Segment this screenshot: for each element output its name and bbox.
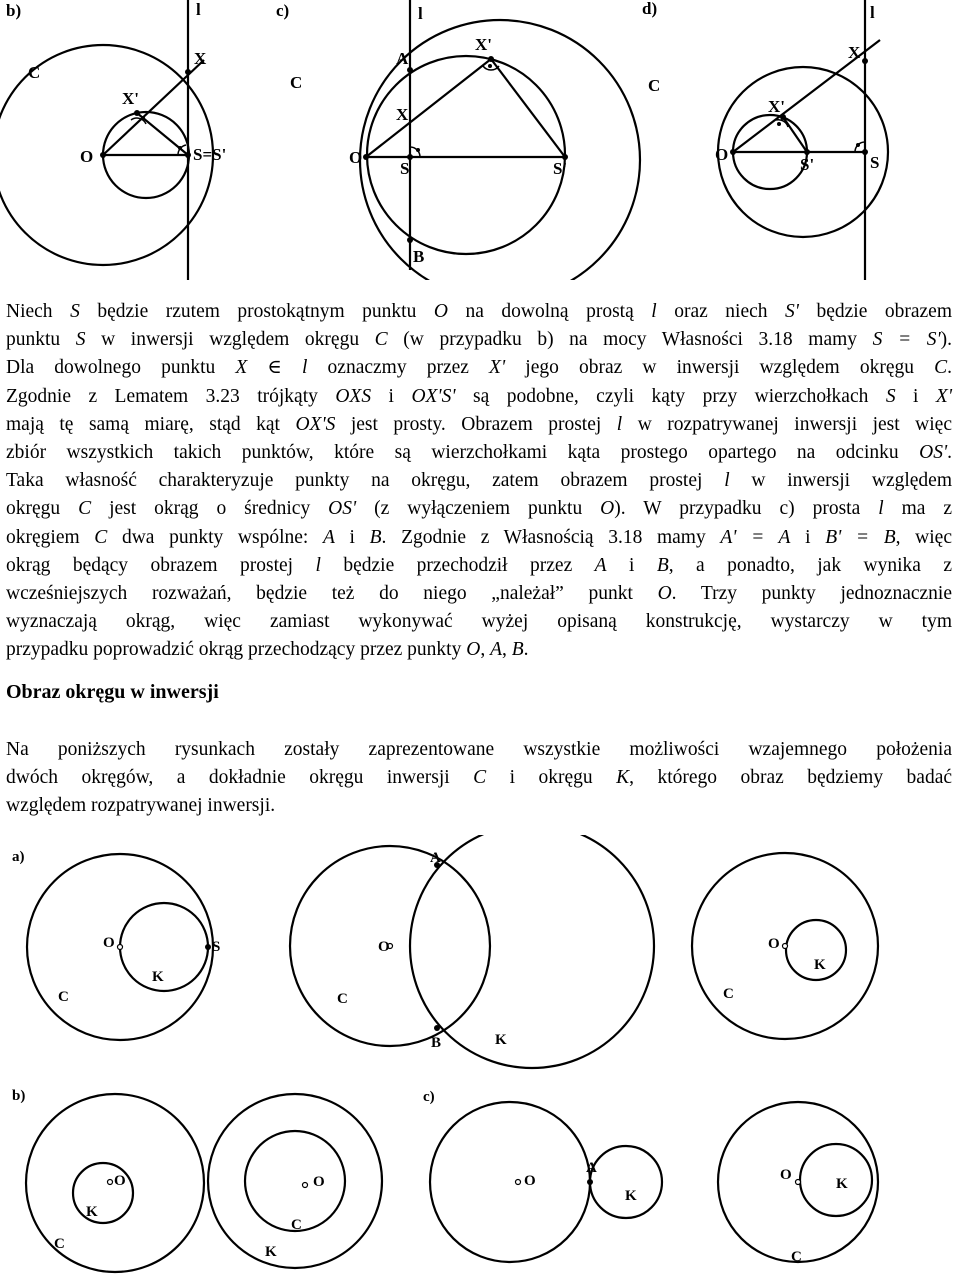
label-s-prime: S': [553, 159, 568, 178]
label-x-prime: X': [768, 97, 785, 116]
circle-c: [208, 1094, 382, 1268]
label-c: C: [54, 1236, 65, 1252]
label-o: O: [768, 936, 780, 952]
text-line: Niech S będzie rzutem prostokątnym punktu O na dowolną prostą l oraz niech S' będzie obrazem: [6, 301, 953, 322]
text-line: wcześniejszych rozważań, będzie też do niego „należał” punkt O. Trzy punkty jednoznacznie: [6, 583, 952, 605]
text-line: okręgiem C dwa punkty wspólne: A i B. Zgodnie z Własnością 3.18 mamy A' = A i B' = B, więc: [6, 526, 952, 548]
circle-k: [245, 1131, 345, 1231]
label-o: O: [349, 148, 363, 167]
label-o: O: [524, 1173, 536, 1189]
label-c: C: [648, 76, 661, 95]
circle-k: [590, 1146, 662, 1218]
label-l: l: [870, 3, 875, 22]
circle-k: [120, 903, 208, 991]
panel-label-d: d): [642, 0, 658, 18]
circle-k: [73, 1163, 133, 1223]
panel-label-b: b): [6, 1, 22, 20]
label-l: l: [418, 4, 423, 23]
circle-c: [430, 1102, 590, 1262]
panel-label-a: a): [12, 849, 25, 865]
circle-k: [410, 835, 654, 1068]
panel-label-c: c): [276, 1, 290, 20]
label-c: C: [723, 986, 734, 1002]
text-line: Dla dowolnego punktu X ∈ l oznaczmy przez X' jego obraz w inwersji względem okręgu C.: [6, 357, 952, 379]
label-s: S: [212, 939, 221, 955]
text-line: okręgu C jest okrąg o średnicy OS' (z wyłączeniem punktu O). W przypadku c) prosta l ma z: [6, 498, 953, 520]
label-x-prime: X': [122, 89, 139, 108]
label-c: C: [58, 989, 69, 1005]
text-line: Zgodnie z Lematem 3.23 trójkąty OXS i OX'S' są podobne, czyli kąty przy wierzchołkach S i X': [6, 385, 953, 407]
label-k: K: [265, 1244, 277, 1260]
label-s-prime: S': [800, 155, 815, 174]
label-k: K: [836, 1176, 848, 1192]
text-line: punktu S w inwersji względem okręgu C (w przypadku b) na mocy Własności 3.18 mamy S = S').: [6, 329, 952, 351]
paragraph-circle-cases: [6, 736, 952, 821]
text-line: względem rozpatrywanej inwersji.: [6, 795, 276, 817]
label-b: B: [413, 247, 425, 266]
label-s: S: [400, 159, 410, 178]
label-a: A: [430, 850, 441, 866]
text-line: wyznaczają okrąg, więc zamiast wykonywać wyżej opisaną konstrukcję, wystarczy w tym: [6, 611, 952, 633]
label-k: K: [625, 1188, 637, 1204]
label-o: O: [114, 1173, 126, 1189]
label-c: C: [337, 991, 348, 1007]
label-o: O: [378, 939, 390, 955]
section-heading: Obraz okręgu w inwersji: [6, 681, 219, 703]
label-k: K: [86, 1204, 98, 1220]
label-a: A: [586, 1160, 597, 1176]
label-s: S: [870, 153, 880, 172]
label-a: A: [396, 49, 409, 68]
paragraph-inversion-of-line: [6, 298, 952, 665]
label-o: O: [780, 1167, 792, 1183]
bottom-figures: [0, 835, 960, 1275]
text-line: zbiór wszystkich takich punktów, które są wierzchołkami kąta prostego opartego na odcinku OS'.: [6, 442, 952, 464]
label-k: K: [152, 969, 164, 985]
label-x-prime: X': [475, 35, 492, 54]
label-c: C: [291, 1217, 302, 1233]
label-x: X: [396, 105, 409, 124]
text-line: mają tę samą miarę, stąd kąt OX'S jest prosty. Obrazem prostej l w rozpatrywanej inwersji jest więc: [6, 413, 952, 435]
label-b: B: [431, 1035, 442, 1051]
panel-label-b: b): [12, 1088, 26, 1104]
circle-image: [367, 56, 568, 254]
label-x: X: [848, 43, 861, 62]
text-line: przypadku poprowadzić okrąg przechodzący przez punkty O, A, B.: [6, 639, 529, 661]
line-oxp: [366, 59, 491, 157]
label-o: O: [715, 145, 729, 164]
label-k: K: [814, 957, 826, 973]
text-line: dwóch okręgów, a dokładnie okręgu inwersji C i okręgu K, którego obraz będziemy badać: [6, 767, 953, 789]
label-l: l: [196, 0, 201, 19]
top-figures: [0, 0, 960, 280]
label-o: O: [80, 147, 94, 166]
label-o: O: [313, 1174, 325, 1190]
label-c: C: [28, 63, 41, 82]
text-line: Na poniższych rysunkach zostały zaprezentowane wszystkie możliwości wzajemnego położenia: [6, 739, 952, 760]
label-x: X: [194, 49, 207, 68]
label-c: C: [791, 1249, 802, 1265]
text-line: Taka własność charakteryzuje punkty na okręgu, zatem obrazem prostej l w inwersji względem: [6, 470, 952, 492]
label-s: S=S': [193, 145, 227, 164]
label-k: K: [495, 1032, 507, 1048]
text-line: okrąg będący obrazem prostej l będzie przechodził przez A i B, a ponadto, jak wynika z: [6, 554, 952, 576]
label-o: O: [103, 935, 115, 951]
label-c: C: [290, 73, 303, 92]
panel-label-c: c): [423, 1089, 435, 1105]
